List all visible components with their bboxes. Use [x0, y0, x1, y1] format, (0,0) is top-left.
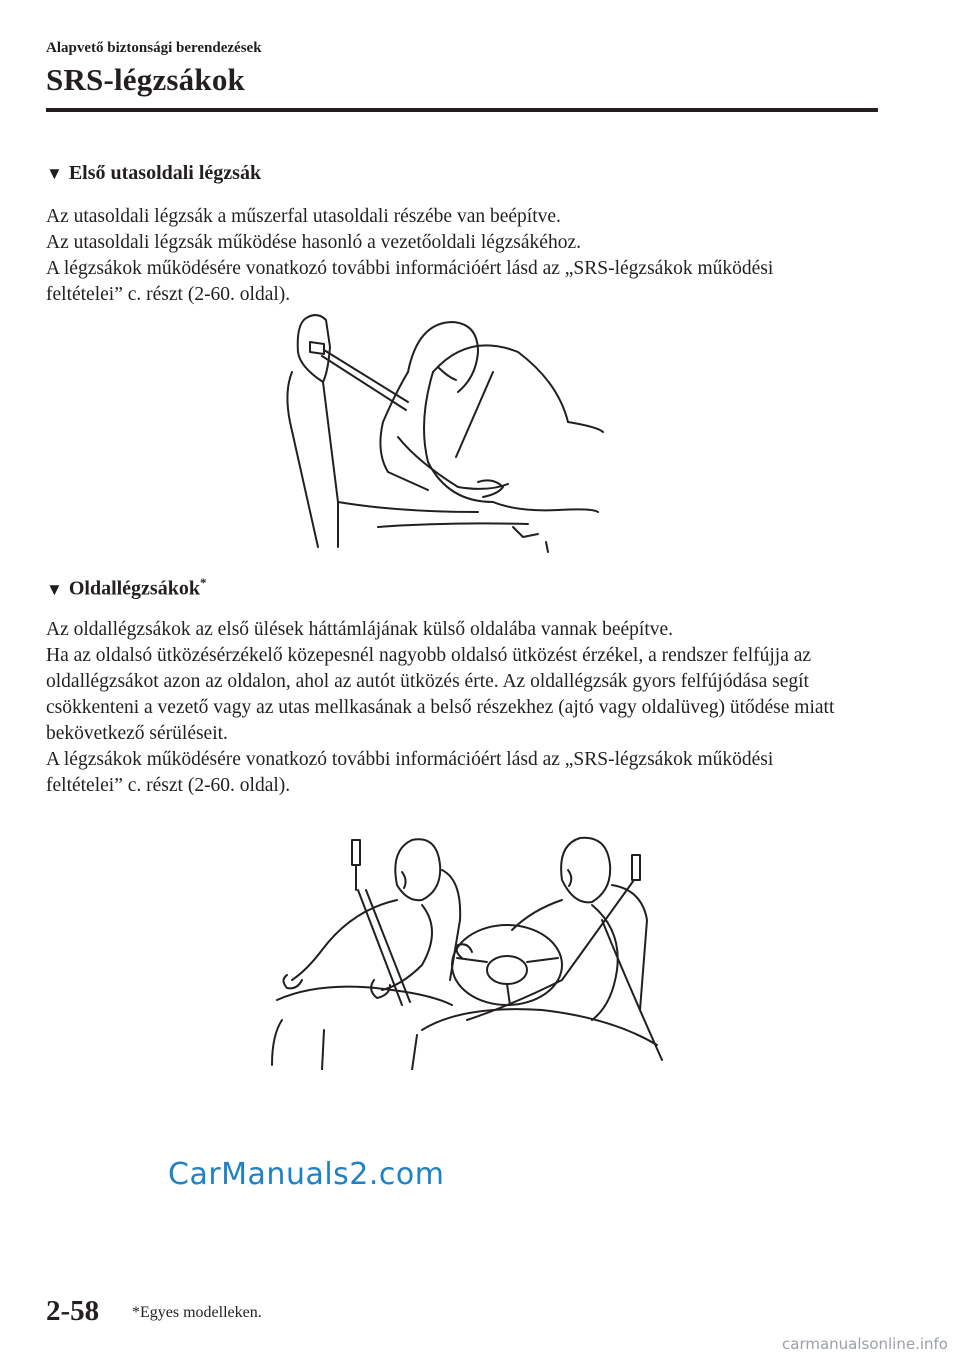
page-number: 2-58: [46, 1295, 100, 1327]
section-heading-side-airbags: [46, 575, 206, 601]
page-title: SRS-légzsákok: [46, 62, 245, 97]
triangle-down-icon: ▼: [46, 579, 63, 599]
watermark-site: carmanualsonline.info: [782, 1335, 948, 1353]
paragraph: A légzsákok működésére vonatkozó további információért lásd az „SRS-légzsákok működési feltételei” c. részt (2-60. oldal).: [46, 258, 774, 305]
watermark-brand: CarManuals2.com: [168, 1157, 445, 1192]
paragraph: Az oldallégzsákok az első ülések háttámlájának külső oldalába vannak beépítve.: [46, 619, 674, 640]
paragraph: A légzsákok működésére vonatkozó további információért lásd az „SRS-légzsákok működési feltételei” c. részt (2-60. oldal).: [46, 749, 774, 796]
section-heading-text: Oldallégzsákok: [68, 577, 200, 600]
side-airbag-illustration: [262, 830, 672, 1070]
title-rule: [46, 108, 878, 112]
paragraph: Az utasoldali légzsák működése hasonló a vezetőoldali légzsákéhoz.: [46, 232, 581, 253]
paragraph: Ha az oldalsó ütközésérzékelő közepesnél nagyobb oldalsó ütközést érzékel, a rendszer felfújja az oldallégzsákot azon az oldalon, ahol az autót ütközés érte. Az oldallégzsák gyors felfújódása segít csökkenteni a vezető vagy az utas mellkasának a belső részekhez (ajtó vagy oldalüveg) ütődése miatt bekövetkező sérüléseit.: [46, 645, 835, 744]
section-label: Alapvető biztonsági berendezések: [46, 40, 262, 56]
passenger-airbag-illustration: [278, 312, 608, 557]
triangle-down-icon: ▼: [46, 164, 63, 183]
paragraph: Az utasoldali légzsák a műszerfal utasoldali részébe van beépítve.: [46, 206, 561, 227]
section-heading-text: Első utasoldali légzsák: [68, 162, 262, 184]
section-body-side-airbags: [46, 617, 886, 799]
footnote: *Egyes modelleken.: [132, 1304, 262, 1321]
section-heading-front-passenger: [46, 162, 261, 185]
section-body-front-passenger: [46, 204, 886, 308]
model-footnote-mark: *: [199, 575, 207, 590]
